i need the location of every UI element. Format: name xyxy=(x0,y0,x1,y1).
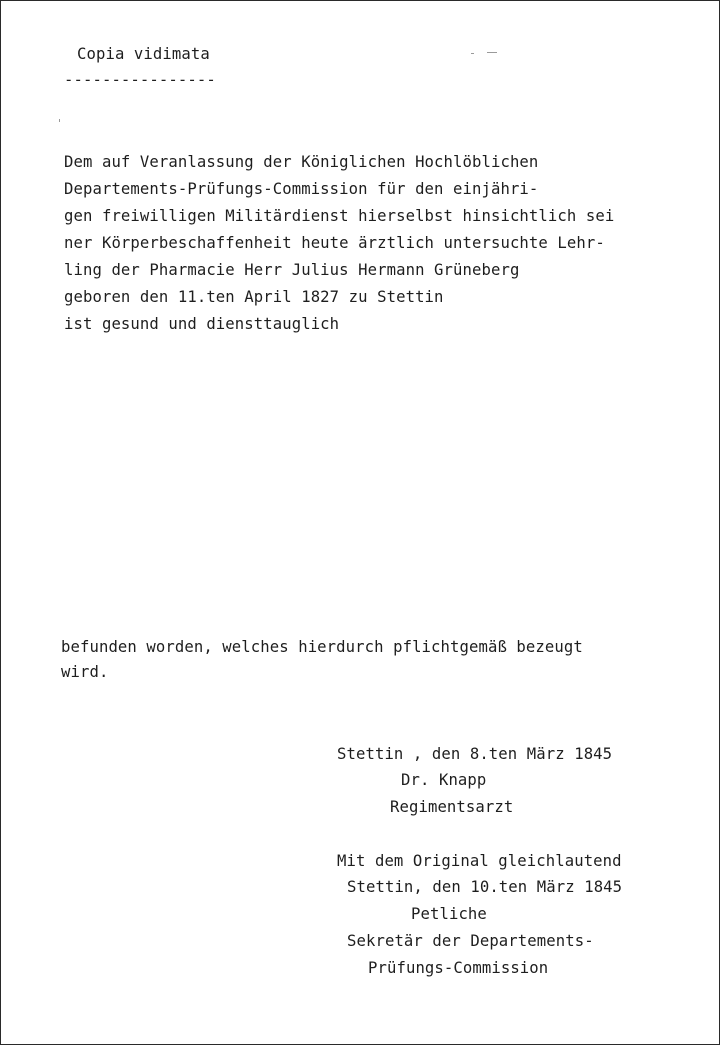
paragraph-line: Dem auf Veranlassung der Königlichen Hochlöblichen xyxy=(64,153,539,171)
certification-name: Petliche xyxy=(411,905,487,923)
paragraph-line: ner Körperbeschaffenheit heute ärztlich untersuchte Lehr- xyxy=(64,234,605,252)
certification-title: Prüfungs-Commission xyxy=(368,959,549,977)
scan-mark xyxy=(471,53,474,54)
certification-statement: Mit dem Original gleichlautend xyxy=(337,852,622,870)
paragraph-line: ist gesund und diensttauglich xyxy=(64,315,340,333)
signature-title: Regimentsarzt xyxy=(390,798,514,816)
paragraph-line: gen freiwilligen Militärdienst hierselbst hinsichtlich sei xyxy=(64,207,615,225)
paragraph-line: wird. xyxy=(61,663,109,681)
document-heading: Copia vidimata xyxy=(77,45,210,63)
certification-title: Sekretär der Departements- xyxy=(347,932,594,950)
scan-mark xyxy=(487,52,497,53)
certification-place-date: Stettin, den 10.ten März 1845 xyxy=(347,878,623,896)
signature-name: Dr. Knapp xyxy=(401,771,487,789)
paragraph-line: befunden worden, welches hierdurch pflichtgemäß bezeugt xyxy=(61,638,583,656)
scan-mark xyxy=(59,119,60,122)
paragraph-line: geboren den 11.ten April 1827 zu Stettin xyxy=(64,288,444,306)
signature-place-date: Stettin , den 8.ten März 1845 xyxy=(337,745,613,763)
paragraph-line: ling der Pharmacie Herr Julius Hermann Grüneberg xyxy=(64,261,520,279)
paragraph-line: Departements-Prüfungs-Commission für den einjähri- xyxy=(64,180,539,198)
heading-underline: ---------------- xyxy=(64,71,216,89)
